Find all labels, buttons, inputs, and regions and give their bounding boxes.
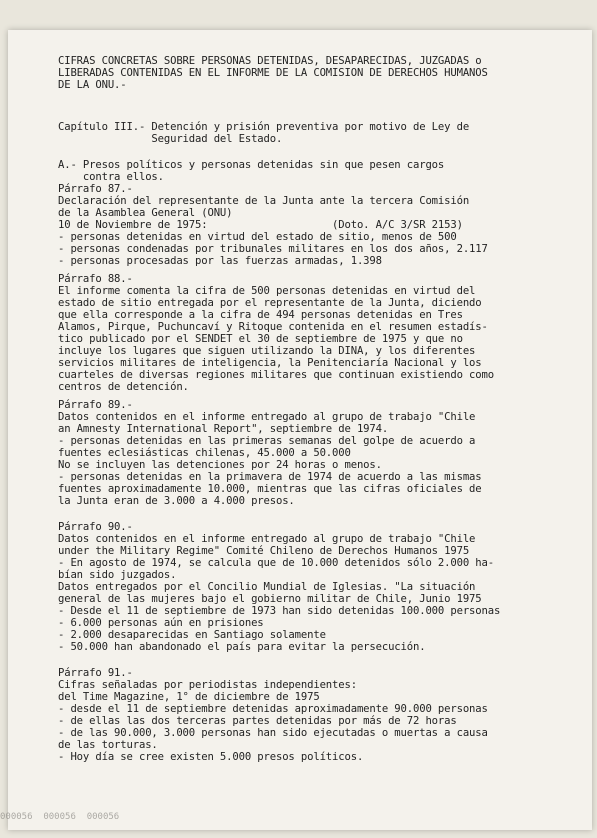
paragraph-line: tico publicado por el SENDET el 30 de septiembre de 1975 y que no xyxy=(58,333,463,345)
paragraph-line: - personas procesadas por las fuerzas armadas, 1.398 xyxy=(58,255,382,267)
paragraph-line: No se incluyen las detenciones por 24 horas o menos. xyxy=(58,459,382,471)
chapter-heading xyxy=(58,121,588,145)
paragraph-line: fuentes eclesiásticas chilenas, 45.000 a 50.000 xyxy=(58,447,351,459)
paragraph-line: - personas detenidas en las primeras semanas del golpe de acuerdo a xyxy=(58,435,476,447)
paragraph-heading: Párrafo 91.- xyxy=(58,667,133,679)
paragraph-line: - 2.000 desaparecidas en Santiago solamente xyxy=(58,629,326,641)
paragraph-line: - desde el 11 de septiembre detenidas aproximadamente 90.000 personas xyxy=(58,703,488,715)
paragraph-line: - Hoy día se cree existen 5.000 presos políticos. xyxy=(58,751,364,763)
paragraph-89 xyxy=(58,399,588,507)
paragraph-line: Datos entregados por el Concilio Mundial de Iglesias. "La situación xyxy=(58,581,476,593)
paragraph-line: centros de detención. xyxy=(58,381,189,393)
paragraph-line: Datos contenidos en el informe entregado al grupo de trabajo "Chile xyxy=(58,533,476,545)
document-title xyxy=(58,55,588,91)
paragraph-heading: Párrafo 89.- xyxy=(58,399,133,411)
paragraph-line: de la Asamblea General (ONU) xyxy=(58,207,233,219)
paragraph-line: fuentes aproximadamente 10.000, mientras que las cifras oficiales de xyxy=(58,483,482,495)
paragraph-line: El informe comenta la cifra de 500 personas detenidas en virtud del xyxy=(58,285,476,297)
title-line: LIBERADAS CONTENIDAS EN EL INFORME DE LA COMISION DE DERECHOS HUMANOS xyxy=(58,67,488,79)
paragraph-line: - de ellas las dos terceras partes detenidas por más de 72 horas xyxy=(58,715,457,727)
paragraph-88 xyxy=(58,273,588,393)
paragraph-line: cuarteles de diversas regiones militares que continuan existiendo como xyxy=(58,369,494,381)
paragraph-line: la Junta eran de 3.000 a 4.000 presos. xyxy=(58,495,295,507)
paragraph-line: Alamos, Pirque, Puchuncaví y Ritoque contenida en el resumen estadís- xyxy=(58,321,488,333)
paragraph-heading: Párrafo 88.- xyxy=(58,273,133,285)
paragraph-line: que ella corresponde a la cifra de 494 personas detenidas en Tres xyxy=(58,309,463,321)
paragraph-line: 10 de Noviembre de 1975: (Doto. A/C 3/SR 2153) xyxy=(58,219,463,231)
paragraph-heading: Párrafo 90.- xyxy=(58,521,133,533)
paragraph-line: incluye los lugares que siguen utilizando la DINA, y los diferentes xyxy=(58,345,476,357)
paragraph-line: servicios militares de inteligencia, la Penitenciaría Nacional y los xyxy=(58,357,482,369)
title-line: DE LA ONU.- xyxy=(58,79,127,91)
paragraph-line: general de las mujeres bajo el gobierno militar de Chile, Junio 1975 xyxy=(58,593,482,605)
paragraph-heading: Párrafo 87.- xyxy=(58,183,133,195)
paragraph-line: - personas detenidas en la primavera de 1974 de acuerdo a las mismas xyxy=(58,471,482,483)
paragraph-line: Declaración del representante de la Junta ante la tercera Comisión xyxy=(58,195,470,207)
paragraph-line: bían sido juzgados. xyxy=(58,569,177,581)
section-line: A.- Presos políticos y personas detenidas sin que pesen cargos xyxy=(58,159,445,171)
paragraph-line: - Desde el 11 de septiembre de 1973 han sido detenidas 100.000 personas xyxy=(58,605,501,617)
document-body xyxy=(58,55,588,763)
paragraph-line: - personas detenidas en virtud del estado de sitio, menos de 500 xyxy=(58,231,457,243)
chapter-line: Capítulo III.- Detención y prisión preventiva por motivo de Ley de xyxy=(58,121,470,133)
paragraph-line: an Amnesty International Report", septiembre de 1974. xyxy=(58,423,389,435)
chapter-line: Seguridad del Estado. xyxy=(58,133,283,145)
paragraph-87 xyxy=(58,183,588,267)
paragraph-90 xyxy=(58,521,588,653)
paragraph-line: - personas condenadas por tribunales militares en los dos años, 2.117 xyxy=(58,243,488,255)
paragraph-line: Datos contenidos en el informe entregado al grupo de trabajo "Chile xyxy=(58,411,476,423)
title-line: CIFRAS CONCRETAS SOBRE PERSONAS DETENIDAS, DESAPARECIDAS, JUZGADAS o xyxy=(58,55,482,67)
paragraph-line: del Time Magazine, 1° de diciembre de 1975 xyxy=(58,691,320,703)
paragraph-line: - 6.000 personas aún en prisiones xyxy=(58,617,264,629)
section-a-heading xyxy=(58,159,588,183)
paragraph-line: Cifras señaladas por periodistas independientes: xyxy=(58,679,357,691)
paragraph-91 xyxy=(58,667,588,763)
archive-stamp: 000056 000056 000056 xyxy=(0,812,120,822)
paragraph-line: - 50.000 han abandonado el país para evitar la persecución. xyxy=(58,641,426,653)
paragraph-line: - de las 90.000, 3.000 personas han sido ejecutadas o muertas a causa xyxy=(58,727,488,739)
paragraph-line: under the Military Regime" Comité Chileno de Derechos Humanos 1975 xyxy=(58,545,470,557)
paragraph-line: de las torturas. xyxy=(58,739,158,751)
section-line: contra ellos. xyxy=(58,171,164,183)
paragraph-line: - En agosto de 1974, se calcula que de 10.000 detenidos sólo 2.000 ha- xyxy=(58,557,494,569)
paragraph-line: estado de sitio entregada por el representante de la Junta, diciendo xyxy=(58,297,482,309)
